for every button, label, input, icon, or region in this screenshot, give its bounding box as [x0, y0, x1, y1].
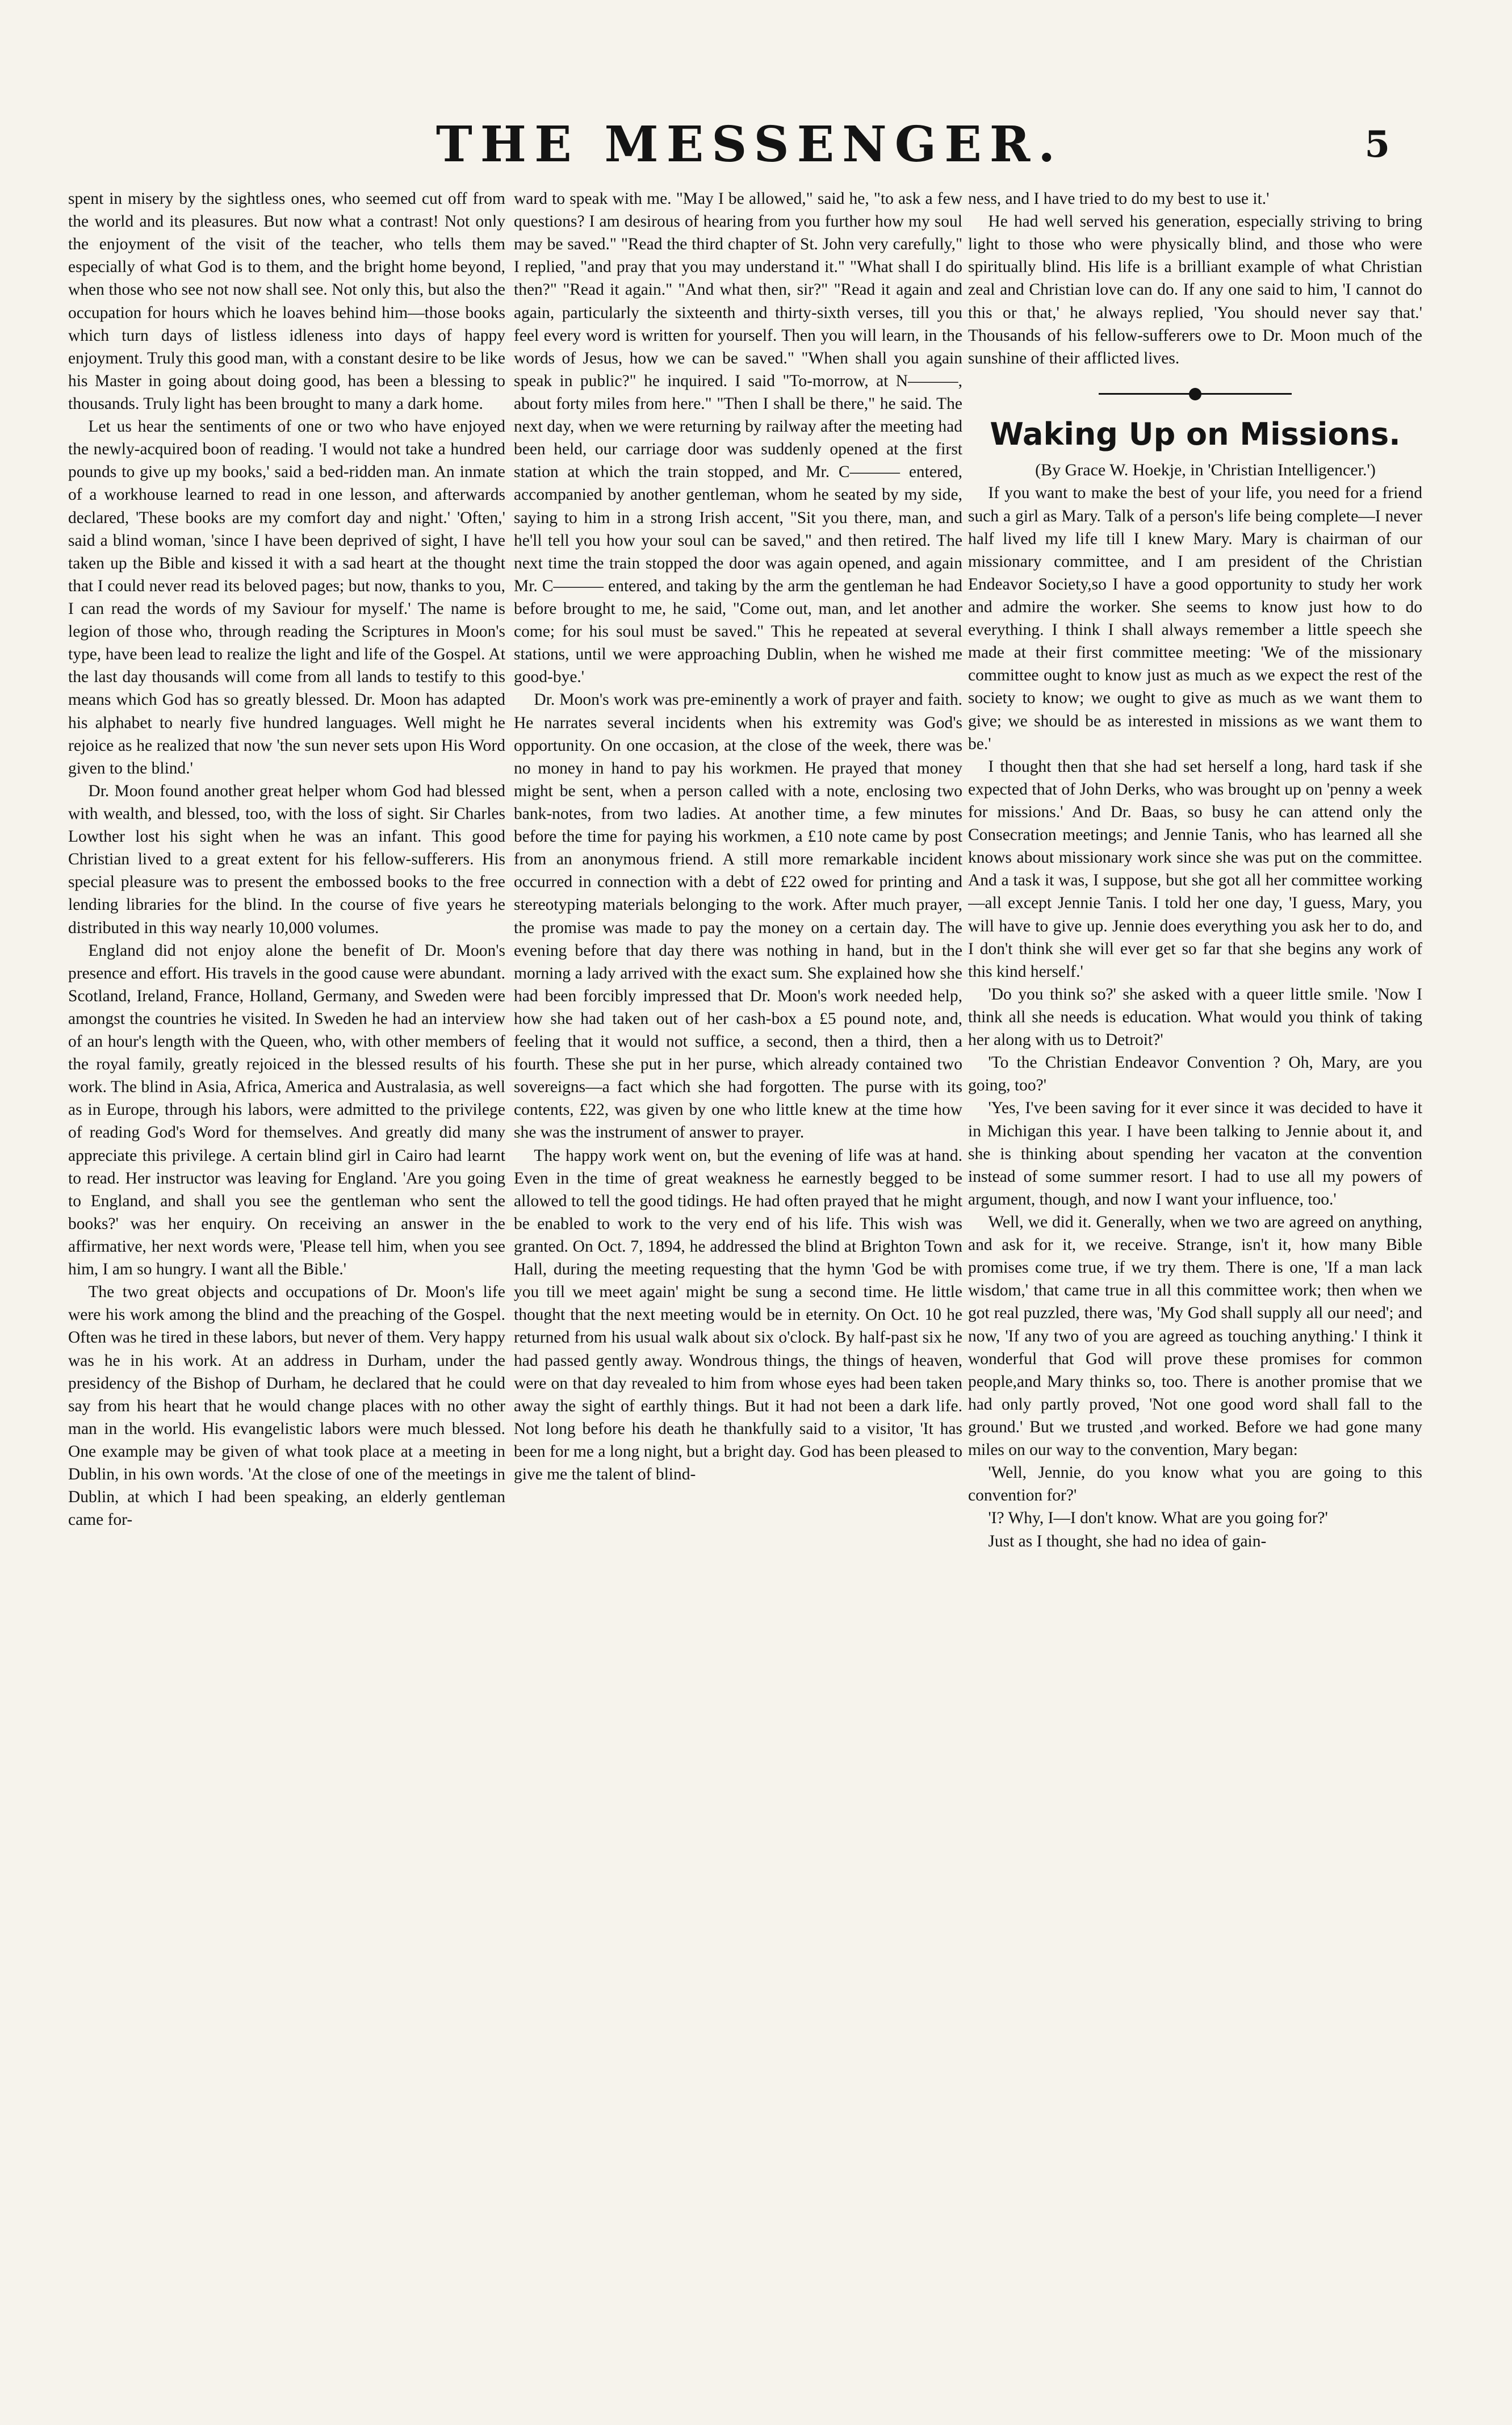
- paragraph: ward to speak with me. "May I be allowed," said he, "to ask a few questions? I am desirous of hearing from you further how my soul may be saved." "Read the third chapter of St. John very carefully," I replied, "and pray that you may understand it." "What shall I do then?" "Read it again." "And what then, sir?" "Read it again and again, particularly the sixteenth and thirty-sixth verses, till you feel every word is written for yourself. Then you will learn, in the words of Jesus, how we can be saved." "When shall you again speak in public?" he inquired. I said "To-morrow, at N———, about forty miles from here." "Then I shall be there," he said. The next day, when we were returning by railway after the meeting had been held, our carriage door was suddenly opened at the first station at which the train stopped, and Mr. C——— entered, accompanied by another gentleman, whom he seated by my side, saying to him in a strong Irish accent, "Sit you there, man, and he'll tell you how your soul can be saved," and then retired. The next time the train stopped the door was again opened, and again Mr. C——— entered, and taking by the arm the gentleman he had before brought to me, he said, "Come out, man, and let another come; for his soul must be saved." This he repeated at several stations, until we were approaching Dublin, when he wished me good-bye.': [514, 190, 962, 687]
- paragraph: Well, we did it. Generally, when we two are agreed on anything, and ask for it, we receive. Strange, isn't it, how many Bible promises come true, if we try them. There is one, 'If a man lack wisdom,' that came true in all this committee work; then when we got real puzzled, there was, 'My God shall supply all our need'; and now, 'If any two of you are agreed as touching anything.' I think it wonderful that God will prove these promises for common people,and Mary thinks so, too. There is another promise that we had only partly proved, 'Not one good word shall fall to the ground.' But we trusted ,and worked. Before we had gone many miles on our way to the convention, Mary began:: [968, 1212, 1422, 1460]
- paragraph: England did not enjoy alone the benefit of Dr. Moon's presence and effort. His travels in the good cause were abundant. Scotland, Ireland, France, Holland, Germany, and Sweden were amongst the countries he visited. In Sweden he had an interview of an hour's length with the Queen, who, with other members of the royal family, greatly rejoiced in the blessed results of his work. The blind in Asia, Africa, America and Australasia, as well as in Europe, through his labors, were admitted to the privilege of reading God's Word for themselves. And greatly did many appreciate this privilege. A certain blind girl in Cairo had learnt to read. Her instructor was leaving for England. 'Are you going to England, and shall you see the gentleman who sent the books?' was her enquiry. On receiving an answer in the affirmative, her next words were, 'Please tell him, when you see him, I am so hungry. I want all the Bible.': [68, 941, 505, 1279]
- paragraph: 'Well, Jennie, do you know what you are going to this convention for?': [968, 1464, 1422, 1505]
- column-1: [68, 187, 505, 2397]
- paragraph: spent in misery by the sightless ones, who seemed cut off from the world and its pleasures. But now what a contrast! Not only the enjoyment of the visit of the teacher, who tells them especially of what God is to them, and the bright home beyond, when those who see not now shall see. Not only this, but also the occupation for hours which he loaves behind him—those books which turn days of listless idleness into days of happy enjoyment. Truly this good man, with a constant desire to be like his Master in going about doing good, has been a blessing to thousands. Truly light has been brought to many a dark home.: [68, 190, 505, 413]
- paragraph: 'Do you think so?' she asked with a queer little smile. 'Now I think all she needs is education. What would you think of taking her along with us to Detroit?': [968, 985, 1422, 1050]
- article-divider: [968, 382, 1422, 405]
- paragraph: ness, and I have tried to do my best to use it.': [968, 190, 1270, 208]
- divider-ornament: [1189, 388, 1201, 400]
- paragraph: 'To the Christian Endeavor Convention ? Oh, Mary, are you going, too?': [968, 1053, 1422, 1095]
- article-title: Waking Up on Missions.: [990, 416, 1401, 452]
- column-2: [514, 187, 962, 2397]
- paragraph: Just as I thought, she had no idea of gain-: [988, 1532, 1267, 1550]
- paragraph: 'I? Why, I—I don't know. What are you going for?': [988, 1509, 1328, 1528]
- paragraph: He had well served his generation, especially striving to bring light to those who were physically blind, and those who were spiritually blind. His life is a brilliant example of what Christian zeal and Christian love can do. If any one said to him, 'I cannot do this or that,' he always replied, 'You should never say that.' Thousands of his fellow-sufferers owe to Dr. Moon much of the sunshine of their afflicted lives.: [968, 212, 1422, 367]
- column-3: [968, 187, 1422, 2397]
- paragraph: Dr. Moon found another great helper whom God had blessed with wealth, and blessed, too, with the loss of sight. Sir Charles Lowther lost his sight when he was an infant. This good Christian lived to a great extent for his fellow-sufferers. His special pleasure was to present the embossed books to the free lending libraries for the blind. In the course of five years he distributed in this way nearly 10,000 volumes.: [68, 781, 505, 937]
- article-byline: (By Grace W. Hoekje, in 'Christian Intelligencer.'): [1035, 460, 1376, 479]
- paragraph: Let us hear the sentiments of one or two who have enjoyed the newly-acquired boon of reading. 'I would not take a hundred pounds to give up my books,' said a bed-ridden man. An inmate of a workhouse learned to read in one lesson, and afterwards declared, 'These books are my comfort day and night.' 'Often,' said a blind woman, 'since I have been deprived of sight, I have taken up the Bible and kissed it with a sad heart at the thought that I could never read its beloved pages; but now, thanks to you, I can read the words of my Saviour for myself.' The name is legion of those who, through reading the Scriptures in Moon's type, have been lead to realize the light and life of the Gospel. At the last day thousands will come from all lands to testify to this means which God has so greatly blessed. Dr. Moon has adapted his alphabet to nearly five hundred languages. Well might he rejoice as he realized that now 'the sun never sets upon His Word given to the blind.': [68, 417, 505, 777]
- masthead-title: THE MESSENGER.: [435, 116, 1063, 173]
- paragraph: The happy work went on, but the evening of life was at hand. Even in the time of great weakness he earnestly begged to be allowed to tell the good tidings. He had often prayed that he might be enabled to work to the very end of his life. This wish was granted. On Oct. 7, 1894, he addressed the blind at Brighton Town Hall, during the meeting requesting that the hymn 'God be with you till we meet again' might be sung a second time. He little thought that the next meeting would be in eternity. On Oct. 10 he returned from his usual walk about six o'clock. By half-past six he had passed gently away. Wondrous things, the things of heaven, were on that day revealed to him from whose eyes had been taken away the sight of earthly things. But it had not been a dark life. Not long before his death he thankfully said to a visitor, 'It has been for me a long night, but a bright day. God has been pleased to give me the talent of blind-: [514, 1146, 962, 1484]
- paragraph: Dr. Moon's work was pre-eminently a work of prayer and faith. He narrates several incidents when his extremity was God's opportunity. On one occasion, at the close of the week, there was no money in hand to pay his workmen. He prayed that money might be sent, when a person called with a note, enclosing two bank-notes, from two ladies. At another time, a few minutes before the time for paying his workmen, a £10 note came by post from an anonymous friend. A still more remarkable incident occurred in connection with a debt of £22 owed for printing and stereotyping materials belonging to the work. After much prayer, the promise was made to pay the money on a certain day. The evening before that day there was nothing in hand, but in the morning a lady arrived with the exact sum. She explained how she had been forcibly impressed that Dr. Moon's work needed help, how she had taken out of her cash-box a £5 pound note, and, feeling that it would not suffice, a second, then a third, then a fourth. These she put in her purse, which already contained two sovereigns—a fact which she had forgotten. The purse with its contents, £22, was given by one who little knew at the time how she was the instrument of answer to prayer.: [514, 691, 962, 1142]
- page-number: 5: [1364, 123, 1390, 166]
- masthead: [0, 114, 1512, 176]
- paragraph: I thought then that she had set herself a long, hard task if she expected that of John Derks, who was brought up on 'penny a week for missions.' And Dr. Baas, so busy he can attend only the Consecration meetings; and Jennie Tanis, who has learned all she knows about missionary work since she was put on the committee. And a task it was, I suppose, but she got all her committee working—all except Jennie Tanis. I told her one day, 'I guess, Mary, you will have to give up. Jennie does everything you ask her to do, and I don't think she will ever get so far that she begins any work of this kind herself.': [968, 757, 1422, 981]
- paragraph: 'Yes, I've been saving for it ever since it was decided to have it in Michigan this year. I have been talking to Jennie about it, and she is thinking about spending her vacaton at the convention instead of some summer resort. I had to use all my powers of argument, though, and now I want your influence, too.': [968, 1099, 1422, 1209]
- paragraph: The two great objects and occupations of Dr. Moon's life were his work among the blind and the preaching of the Gospel. Often was he tired in these labors, but never of them. Very happy was he in his work. At an address in Durham, under the presidency of the Bishop of Durham, he declared that he could say from his heart that he would change places with no other man in the world. His evangelistic labors were much blessed. One example may be given of what took place at a meeting in Dublin, in his own words. 'At the close of one of the meetings in Dublin, at which I had been speaking, an elderly gentleman came for-: [68, 1283, 505, 1529]
- paragraph: If you want to make the best of your life, you need for a friend such a girl as Mary. Talk of a person's life being complete—I never half lived my life till I knew Mary. Mary is chairman of our missionary committee, and I am president of the Christian Endeavor Society,so I have a good opportunity to study her work and admire the worker. She seems to know just how to do everything. I think I shall always remember a little speech she made at their first committee meeting: 'We of the missionary committee ought to know just as much as we expect the rest of the society to know; we ought to give as much as we want them to give; we should be as interested in missions as we want them to be.': [968, 484, 1422, 753]
